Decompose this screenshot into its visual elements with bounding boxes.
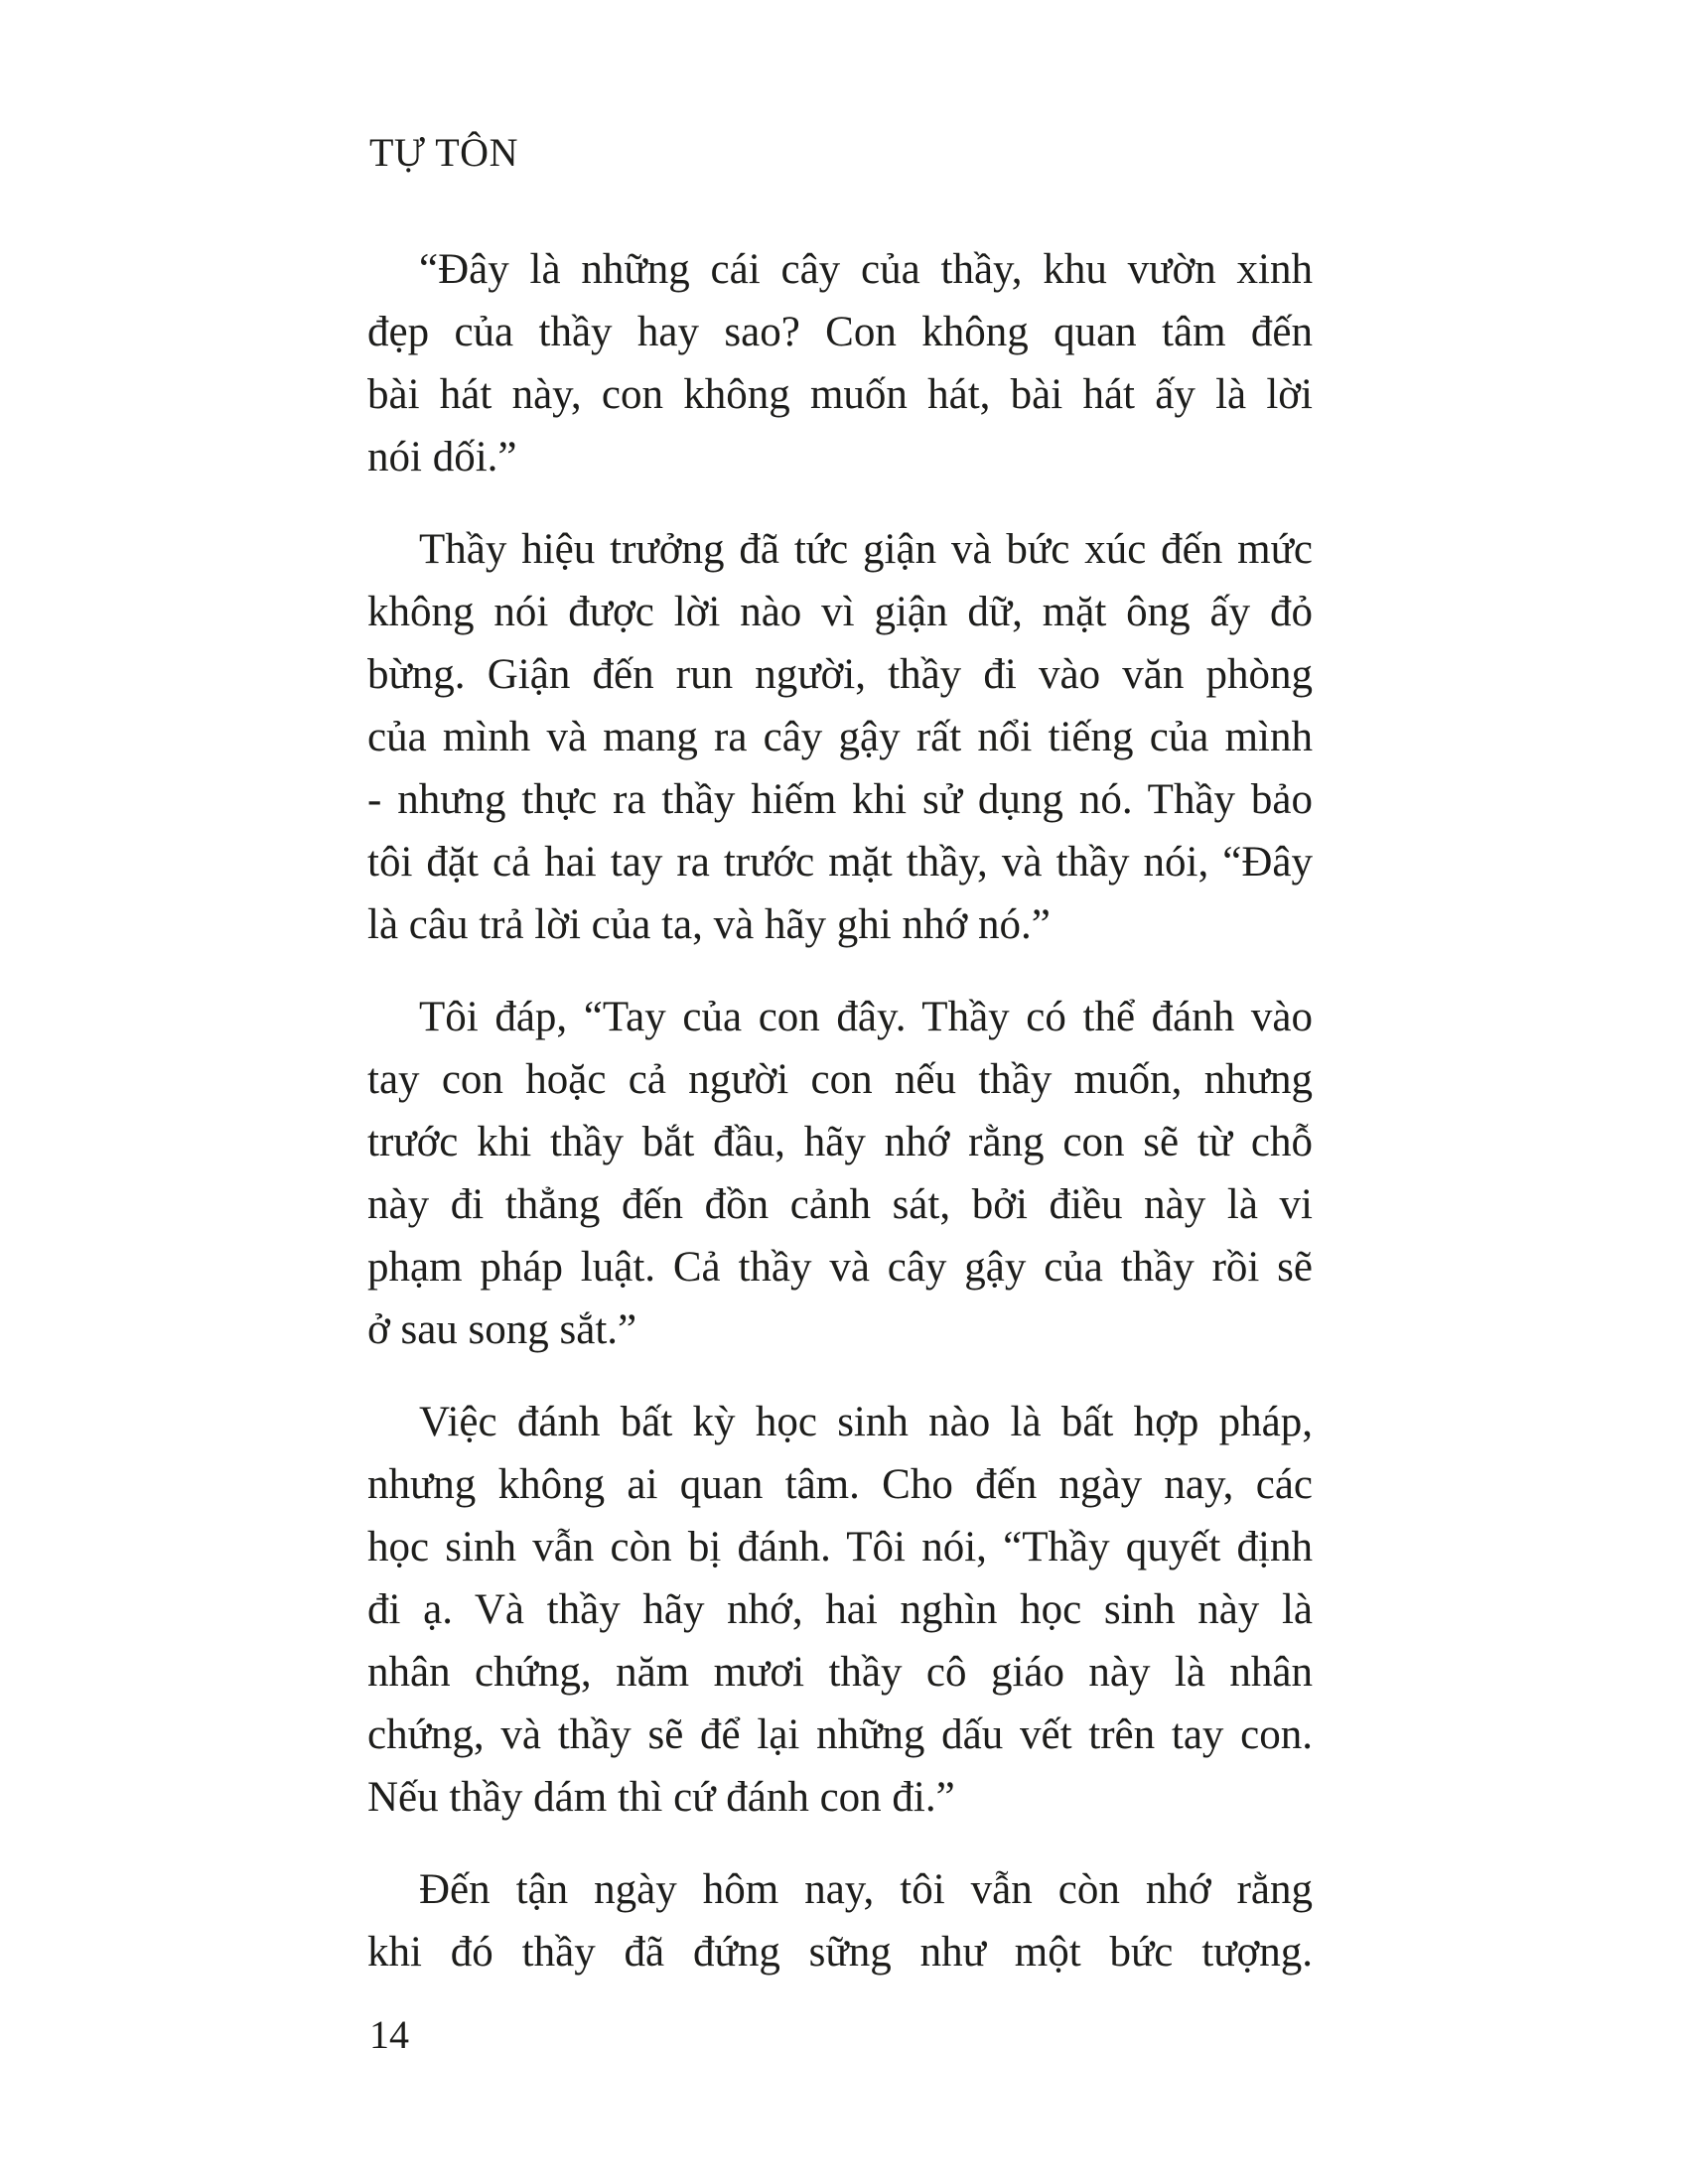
running-header: TỰ TÔN (369, 130, 518, 175)
paragraph (367, 238, 1313, 488)
text-line: bài hát này, con không muốn hát, bài hát ấy là lời (367, 371, 1313, 418)
text-line: - nhưng thực ra thầy hiếm khi sử dụng nó. Thầy bảo (367, 776, 1313, 823)
text-line: ở sau song sắt.” (367, 1306, 637, 1353)
text-line: tôi đặt cả hai tay ra trước mặt thầy, và thầy nói, “Đây (367, 839, 1313, 886)
text-line: nói dối.” (367, 434, 517, 480)
text-line: Thầy hiệu trưởng đã tức giận và bức xúc đến mức (419, 526, 1313, 573)
text-line: trước khi thầy bắt đầu, hãy nhớ rằng con sẽ từ chỗ (367, 1119, 1313, 1165)
paragraph (367, 986, 1313, 1361)
text-line: đẹp của thầy hay sao? Con không quan tâm đến (367, 309, 1313, 355)
text-line: không nói được lời nào vì giận dữ, mặt ông ấy đỏ (367, 589, 1313, 635)
text-line: nhân chứng, năm mươi thầy cô giáo này là nhân (367, 1649, 1313, 1696)
text-line: chứng, và thầy sẽ để lại những dấu vết trên tay con. (367, 1711, 1313, 1758)
text-line: học sinh vẫn còn bị đánh. Tôi nói, “Thầy quyết định (367, 1524, 1313, 1570)
paragraph (367, 518, 1313, 956)
text-line: Đến tận ngày hôm nay, tôi vẫn còn nhớ rằng (419, 1866, 1313, 1913)
text-line: phạm pháp luật. Cả thầy và cây gậy của thầy rồi sẽ (367, 1244, 1313, 1291)
text-line: nhưng không ai quan tâm. Cho đến ngày nay, các (367, 1461, 1313, 1508)
text-line: bừng. Giận đến run người, thầy đi vào văn phòng (367, 651, 1313, 698)
text-line: Tôi đáp, “Tay của con đây. Thầy có thể đánh vào (419, 994, 1313, 1040)
text-line: đi ạ. Và thầy hãy nhớ, hai nghìn học sinh này là (367, 1586, 1313, 1633)
text-line: “Đây là những cái cây của thầy, khu vườn xinh (419, 246, 1313, 293)
text-line: này đi thẳng đến đồn cảnh sát, bởi điều này là vi (367, 1181, 1313, 1228)
page-number: 14 (369, 2012, 409, 2057)
text-block (367, 238, 1313, 1983)
paragraph (367, 1858, 1313, 1983)
text-line: tay con hoặc cả người con nếu thầy muốn, nhưng (367, 1056, 1313, 1103)
text-line: khi đó thầy đã đứng sững như một bức tượng. (367, 1929, 1313, 1976)
text-line: Nếu thầy dám thì cứ đánh con đi.” (367, 1774, 955, 1821)
paragraph (367, 1391, 1313, 1829)
text-line: của mình và mang ra cây gậy rất nổi tiếng của mình (367, 714, 1313, 760)
text-line: là câu trả lời của ta, và hãy ghi nhớ nó.” (367, 901, 1051, 948)
text-line: Việc đánh bất kỳ học sinh nào là bất hợp pháp, (419, 1399, 1313, 1445)
